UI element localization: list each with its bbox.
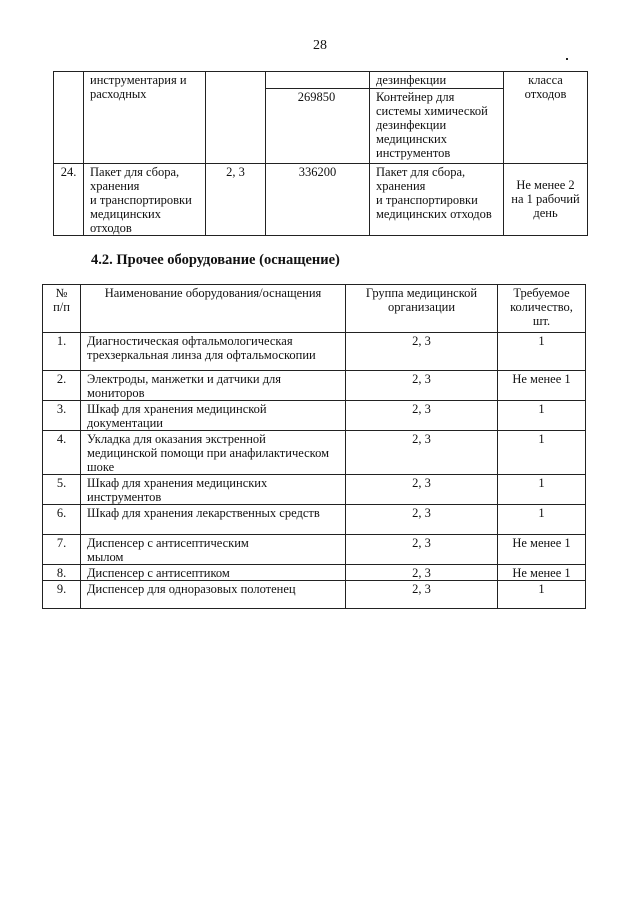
qty-line: отходов — [524, 87, 567, 101]
name-line: Диспенсер с антисептиком — [87, 566, 230, 580]
name-line: медицинских — [90, 207, 161, 221]
required-qty: Не менее 1 — [498, 371, 586, 401]
org-group: 2, 3 — [346, 475, 498, 505]
product-kind — [370, 164, 504, 236]
equipment-name — [81, 505, 346, 535]
name-line: Пакет для сбора, — [90, 165, 180, 179]
row-number: 8. — [43, 565, 81, 581]
row-number: 9. — [43, 581, 81, 609]
equipment-name — [81, 431, 346, 475]
table-row — [43, 535, 586, 565]
name-line: расходных — [90, 87, 147, 101]
table-row — [54, 72, 588, 164]
org-group: 2, 3 — [346, 535, 498, 565]
equipment-name — [81, 371, 346, 401]
header-qty — [498, 285, 586, 333]
required-qty: Не менее 1 — [498, 565, 586, 581]
header-line: Группа медицинской — [365, 286, 478, 300]
section-heading: 4.2. Прочее оборудование (оснащение) — [91, 252, 340, 268]
table-row — [43, 565, 586, 581]
row-number — [54, 72, 84, 164]
org-group: 2, 3 — [206, 164, 266, 236]
name-line: Электроды, манжетки и датчики для — [87, 372, 282, 386]
required-qty: 1 — [498, 333, 586, 371]
org-group: 2, 3 — [346, 401, 498, 431]
required-qty: 1 — [498, 431, 586, 475]
name-line: Диагностическая офтальмологическая — [87, 334, 293, 348]
required-qty: Не менее 1 — [498, 535, 586, 565]
row-number: 6. — [43, 505, 81, 535]
name-line: Шкаф для хранения лекарственных средств — [87, 506, 320, 520]
product-code-cell — [266, 72, 370, 164]
org-group: 2, 3 — [346, 581, 498, 609]
qty-line: день — [533, 206, 558, 220]
name-line: Диспенсер для одноразовых полотенец — [87, 582, 296, 596]
table-row — [43, 401, 586, 431]
org-group — [206, 72, 266, 164]
name-line: и транспортировки — [90, 193, 192, 207]
kind-line: Контейнер для — [376, 90, 455, 104]
required-qty: 1 — [498, 475, 586, 505]
org-group: 2, 3 — [346, 431, 498, 475]
row-number: 7. — [43, 535, 81, 565]
org-group: 2, 3 — [346, 333, 498, 371]
product-kind-cell — [370, 72, 504, 164]
name-line: мылом — [87, 550, 124, 564]
required-qty: 1 — [498, 581, 586, 609]
header-name: Наименование оборудования/оснащения — [81, 285, 346, 333]
row-number: 2. — [43, 371, 81, 401]
name-line: мониторов — [87, 386, 145, 400]
header-num — [43, 285, 81, 333]
required-qty: 1 — [498, 401, 586, 431]
name-line: Шкаф для хранения медицинской — [87, 402, 267, 416]
scan-speck — [566, 58, 568, 60]
required-qty — [504, 72, 588, 164]
name-line: шоке — [87, 460, 115, 474]
equipment-name — [81, 475, 346, 505]
row-number: 24. — [54, 164, 84, 236]
qty-line: на 1 рабочий — [511, 192, 580, 206]
kind-line: дезинфекции — [376, 118, 447, 132]
org-group: 2, 3 — [346, 505, 498, 535]
name-line: отходов — [90, 221, 132, 235]
row-number: 3. — [43, 401, 81, 431]
equipment-name — [81, 333, 346, 371]
header-line: шт. — [532, 314, 551, 328]
table-row — [43, 505, 586, 535]
kind-line: хранения — [376, 179, 426, 193]
kind-line: системы химической — [376, 104, 488, 118]
kind-top: дезинфекции — [376, 73, 447, 87]
name-line: инструментов — [87, 490, 162, 504]
kind-line: медицинских отходов — [376, 207, 492, 221]
header-line: п/п — [53, 300, 70, 314]
table-row — [43, 333, 586, 371]
name-line: Диспенсер с антисептическим — [87, 536, 249, 550]
table-header-row — [43, 285, 586, 333]
name-line: трехзеркальная линза для офтальмоскопии — [87, 348, 316, 362]
row-number: 1. — [43, 333, 81, 371]
name-line: Шкаф для хранения медицинских — [87, 476, 268, 490]
table-row — [43, 581, 586, 609]
qty-line: класса — [528, 73, 563, 87]
equipment-name — [81, 401, 346, 431]
name-line: медицинской помощи при анафилактическом — [87, 446, 329, 460]
header-line: организации — [387, 300, 456, 314]
page-number: 28 — [313, 38, 327, 53]
product-code: 269850 — [266, 88, 369, 104]
kind-line: инструментов — [376, 146, 451, 160]
name-line: инструментария и — [90, 73, 187, 87]
header-line: Требуемое — [513, 286, 570, 300]
product-kind — [370, 88, 503, 160]
item-name — [84, 72, 206, 164]
org-group: 2, 3 — [346, 565, 498, 581]
row-number: 4. — [43, 431, 81, 475]
kind-line: Пакет для сбора, — [376, 165, 466, 179]
header-line: № — [55, 286, 68, 300]
continued-waste-table — [53, 71, 588, 236]
table-row — [43, 371, 586, 401]
qty-line: Не менее 2 — [516, 178, 575, 192]
row-number: 5. — [43, 475, 81, 505]
kind-line: медицинских — [376, 132, 447, 146]
item-name — [84, 164, 206, 236]
name-line: Укладка для оказания экстренной — [87, 432, 266, 446]
table-row — [43, 431, 586, 475]
equipment-table — [42, 284, 586, 609]
table-row — [54, 164, 588, 236]
name-line: документации — [87, 416, 163, 430]
equipment-name — [81, 565, 346, 581]
required-qty — [504, 164, 588, 236]
equipment-name — [81, 535, 346, 565]
header-line: количество, — [510, 300, 573, 314]
required-qty: 1 — [498, 505, 586, 535]
name-line: хранения — [90, 179, 140, 193]
table-row — [43, 475, 586, 505]
header-group — [346, 285, 498, 333]
org-group: 2, 3 — [346, 371, 498, 401]
equipment-table-body — [43, 333, 586, 609]
equipment-name — [81, 581, 346, 609]
kind-line: и транспортировки — [376, 193, 478, 207]
code-top — [266, 73, 369, 87]
product-code: 336200 — [266, 164, 370, 236]
